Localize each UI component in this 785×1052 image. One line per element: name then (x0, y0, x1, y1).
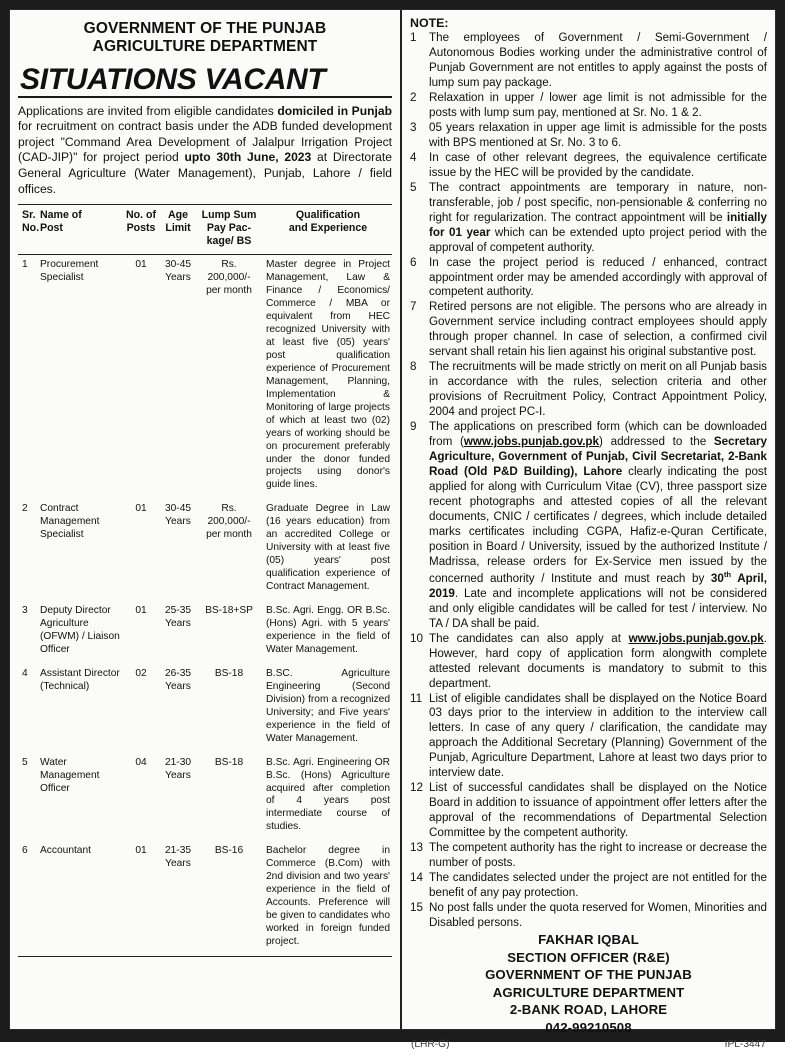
cell-age-limit: 30-45 Years (164, 503, 192, 528)
signatory-name: FAKHAR IQBAL (538, 932, 639, 947)
note-item (410, 300, 767, 360)
cell-no-of-posts: 02 (135, 667, 147, 679)
cell-no-of-posts: 01 (135, 605, 147, 617)
cell-post-name: Deputy Director Agriculture (OFWM) / Liaison Officer (40, 605, 120, 655)
note-text: 05 years relaxation in upper age limit is admissible for the posts with BPS mentioned at Sr. No. 3 to 6. (429, 120, 767, 149)
note-text: No post falls under the quota reserved for Women, Minorities and Disabled persons. (429, 901, 767, 930)
note-text: Relaxation in upper / lower age limit is not admissible for the posts with lump sum pay, mentioned at Sr. No. 1 & 2. (429, 90, 767, 119)
cell-qualification: Graduate Degree in Law (16 years education) from an accredited College or University with at least five (05) years' post qualification experience of Contract Management. (266, 503, 390, 593)
note-item (410, 692, 767, 782)
note-text: In case of other relevant degrees, the equivalence certificate issue by the HEC will be provided by the candidate. (429, 150, 767, 179)
cell-pay-package: BS-16 (214, 845, 244, 857)
note-text: The competent authority has the right to increase or decrease the number of posts. (429, 841, 767, 870)
cell-qualification: B.SC. Agriculture Engineering (Second Division) from a recognized University; and Five years' experience in the field of Water Management. (266, 667, 390, 744)
intro-bold-domicile: domiciled in Punjab (277, 103, 392, 118)
cell-age-limit: 26-35 Years (164, 667, 192, 692)
note-number: 10 (410, 631, 423, 645)
note-item (410, 181, 767, 256)
note-item (410, 841, 767, 871)
note-text: List of successful candidates shall be displayed on the Notice Board in addition to issuance of appointment offer letters after the approval of the recommendations of Departmental Selection Committee by the competent authority. (429, 781, 767, 840)
cell-age-limit: 25-35 Years (164, 605, 192, 630)
column-header-name-of-post: Name of Post (38, 205, 124, 255)
cell-qualification: Master degree in Project Management, Law & Finance / Economics/ Commerce / MBA or equivalent from HEC recognized University with at least five (05) years' post qualification experience of Procurement Management, Planning, Implementation & Monitoring of large projects of which at least two (02) years of working should be on procurement preferably under the donor funded projects using donor's guide lines. (266, 259, 390, 491)
table-row (18, 601, 392, 664)
intro-paragraph (18, 104, 392, 198)
note-number: 12 (410, 781, 423, 795)
note-number: 9 (410, 420, 417, 434)
note-item (410, 901, 767, 931)
banner-underline-rule (18, 96, 392, 98)
note-text: Retired persons are not eligible. The persons who are already in Government service including contract employees should apply through proper channel. In case of selection, a confirmed civil servant shall retain his lien against his original substantive post. (429, 300, 767, 359)
footer-row (410, 1038, 767, 1052)
note-number: 6 (410, 255, 417, 269)
footer-right-code: IPL-3447 (724, 1039, 766, 1051)
footer-left-code: (LHR-G) (411, 1039, 450, 1051)
note-text: The contract appointments are temporary in nature, non-transferable, job / post specific, non-pensionable & conferring no right for regularization. The contract appointment will be initially for 01 year which can be extended upto project period with the approval of competent authority. (429, 180, 768, 254)
advertisement-sheet (9, 9, 776, 1051)
note-item (410, 871, 767, 901)
cell-sr-no: 1 (22, 259, 28, 271)
column-header-no-of-posts: No. of Posts (124, 205, 158, 255)
signatory-department: AGRICULTURE DEPARTMENT (492, 984, 685, 1000)
vacancies-table-body (18, 255, 392, 957)
intro-text-2: for recruitment on contract basis under the ADB funded development project "Command Area Development of Jalalpur Irrigation Project (CAD-JIP)" for project period (18, 119, 392, 165)
cell-qualification: Bachelor degree in Commerce (B.Com) with 2nd division and two years' experience in the field of Accounts. Preference will be given to candidates who worked in foreign funded project. (266, 845, 390, 947)
table-row (18, 499, 392, 601)
note-number: 4 (410, 150, 417, 164)
cell-no-of-posts: 01 (135, 503, 147, 515)
signatory-designation: SECTION OFFICER (R&E) (507, 949, 670, 965)
note-item (410, 256, 767, 301)
cell-pay-package: Rs. 200,000/- per month (206, 503, 252, 541)
cell-post-name: Assistant Director (Technical) (40, 667, 120, 692)
note-text: The candidates can also apply at www.jobs.punjab.gov.pk. However, hard copy of application form alongwith complete attested relevant documents is mandatory to submit to this department. (429, 631, 767, 690)
note-number: 13 (410, 841, 423, 855)
note-item (410, 31, 767, 91)
cell-age-limit: 21-35 Years (164, 845, 192, 870)
note-number: 15 (410, 901, 423, 915)
government-title-line2: AGRICULTURE DEPARTMENT (92, 38, 318, 56)
cell-age-limit: 30-45 Years (164, 259, 192, 284)
note-text: The applications on prescribed form (which can be downloaded from (www.jobs.punjab.gov.pk) addressed to the Secretary Agriculture, Government of Punjab, Civil Secretariat, 2-Bank Road (Old P&D Building), Lahore clearly indicating the post applied for along with Curriculum Vitae (CV), three passport size recent photographs and attested copies of all the relevant documents, CNIC / certificates / degrees, which include detailed marks certificates including CGPA, Hafiz-e-Quran Certificate, position in Board / University, issued by the authorized Institute / Madrissa, release orders for Ex-Service men issued by the concerned authority / Institute and must reach by 30th April, 2019. Late and incomplete applications will not be considered and only eligible candidates will be called for test / interview. No TA / DA shall be paid. (429, 420, 767, 630)
column-header-pay-package: Lump Sum Pay Pac- kage/ BS (198, 205, 260, 255)
note-text: In case the project period is reduced / enhanced, contract appointment order may be amended accordingly with approval of competent authority. (429, 255, 767, 299)
cell-sr-no: 3 (22, 605, 28, 617)
cell-qualification: B.Sc. Agri. Engg. OR B.Sc. (Hons) Agri. with 5 years' experience in the field of Water Management. (266, 605, 390, 655)
cell-sr-no: 6 (22, 845, 28, 857)
table-header-row (18, 205, 392, 255)
note-number: 1 (410, 31, 417, 44)
intro-text-1: Applications are invited from eligible candidates (18, 103, 278, 118)
note-item (410, 360, 767, 420)
cell-pay-package: Rs. 200,000/- per month (206, 259, 252, 297)
cell-pay-package: BS-18+SP (205, 605, 253, 617)
note-number: 14 (410, 871, 423, 885)
note-item (410, 781, 767, 841)
note-number: 5 (410, 180, 417, 194)
cell-post-name: Contract Management Specialist (40, 503, 100, 541)
signature-block (410, 931, 767, 1038)
cell-sr-no: 4 (22, 667, 28, 679)
cell-pay-package: BS-18 (214, 756, 244, 768)
vacancies-table (18, 204, 392, 957)
government-title (18, 20, 392, 57)
note-text: List of eligible candidates shall be displayed on the Notice Board 03 days prior to the interview in addition to the interview call letters. In case of any query / clarification, the candidate may approach the Additional Secretary (Planning) Government of the Punjab, Agriculture Department, Lahore at least two days prior to interview date. (429, 691, 767, 780)
right-column (402, 10, 775, 1051)
table-row (18, 753, 392, 842)
cell-no-of-posts: 01 (135, 845, 147, 857)
column-header-qualification: Qualification and Experience (260, 205, 392, 255)
note-text: The candidates selected under the project are not entitled for the benefit of any pay protection. (429, 871, 767, 900)
cell-pay-package: BS-18 (214, 667, 244, 679)
note-text: The employees of Government / Semi-Government / Autonomous Bodies working under the administrative control of Punjab Government are not entitles to apply against the posts of lump sum pay package. (429, 31, 767, 89)
notes-list (410, 31, 767, 931)
cell-post-name: Procurement Specialist (40, 259, 99, 284)
column-header-sr-no: Sr. No. (18, 205, 38, 255)
cell-sr-no: 2 (22, 503, 28, 515)
intro-bold-deadline: upto 30th June, 2023 (184, 150, 312, 165)
note-heading: NOTE: (410, 16, 449, 30)
cell-qualification: B.Sc. Agri. Engineering OR B.Sc. (Hons) Agriculture acquired after completion of 4 years post intermediate course of studies. (266, 756, 390, 833)
note-number: 11 (410, 691, 423, 705)
note-number: 2 (410, 90, 417, 104)
note-item (410, 151, 767, 181)
table-row (18, 664, 392, 753)
cell-age-limit: 21-30 Years (164, 756, 192, 781)
note-item (410, 420, 767, 631)
left-column (10, 10, 402, 1029)
table-row (18, 255, 392, 500)
signatory-phone: 042-99210508 (545, 1019, 632, 1035)
note-number: 7 (410, 300, 417, 314)
note-item (410, 121, 767, 151)
cell-post-name: Water Management Officer (40, 756, 100, 794)
signatory-address: 2-BANK ROAD, LAHORE (509, 1002, 668, 1018)
note-item (410, 632, 767, 692)
vacancies-table-header (18, 205, 392, 255)
note-number: 8 (410, 360, 417, 374)
note-text: The recruitments will be made strictly on merit on all Punjab basis in accordance with the rules, selection criteria and other provisions of Recruitment Policy, Contract Appointment Policy, 2004 and project PC-I. (429, 360, 767, 419)
cell-sr-no: 5 (22, 756, 28, 768)
intro-text-3: at Directorate General Agriculture (Water Management), Punjab, Lahore / field offices. (18, 150, 392, 196)
government-title-line1: GOVERNMENT OF THE PUNJAB (83, 20, 327, 37)
note-number: 3 (410, 120, 417, 134)
note-item (410, 91, 767, 121)
cell-post-name: Accountant (40, 845, 91, 857)
signatory-government: GOVERNMENT OF THE PUNJAB (485, 967, 692, 983)
situations-vacant-banner: SITUATIONS VACANT (20, 62, 326, 96)
cell-no-of-posts: 04 (135, 756, 147, 768)
column-header-age-limit: Age Limit (158, 205, 198, 255)
cell-no-of-posts: 01 (135, 259, 147, 271)
table-row (18, 841, 392, 956)
